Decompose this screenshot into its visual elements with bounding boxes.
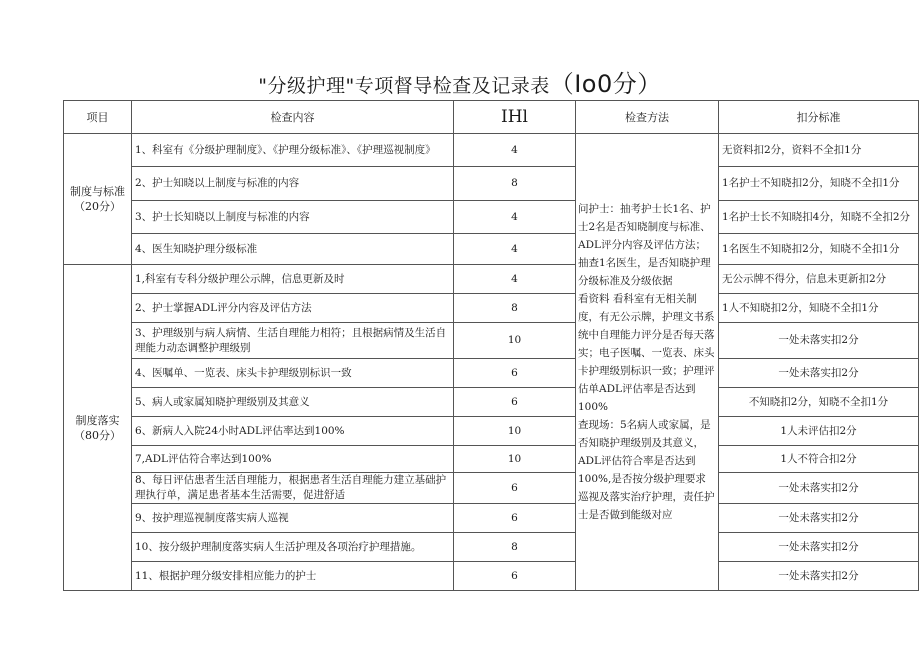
group-label: 制度与标准（20分）: [64, 134, 132, 265]
content-cell: 11、根据护理分级安排相应能力的护士: [132, 562, 454, 591]
score-cell: 10: [454, 417, 576, 446]
table-row: [64, 265, 919, 294]
content-cell: 9、按护理巡视制度落实病人巡视: [132, 504, 454, 533]
table-row: [64, 294, 919, 323]
table-row: [64, 323, 919, 359]
score-cell: 8: [454, 167, 576, 201]
content-cell: 4、医嘱单、一览表、床头卡护理级别标识一致: [132, 359, 454, 388]
content-cell: 1,科室有专科分级护理公示牌，信息更新及时: [132, 265, 454, 294]
content-cell: 1、科室有《分级护理制度》、《护理分级标准》、《护理巡视制度》: [132, 134, 454, 167]
header-project: 项目: [64, 101, 132, 134]
deduct-cell: 1名医生不知晓扣2分，知晓不全扣1分: [719, 234, 919, 265]
deduct-cell: 无资料扣2分，资料不全扣1分: [719, 134, 919, 167]
deduct-cell: 1人不知晓扣2分，知晓不全扣1分: [719, 294, 919, 323]
score-cell: 10: [454, 446, 576, 473]
deduct-cell: 1名护士不知晓扣2分，知晓不全扣1分: [719, 167, 919, 201]
deduct-cell: 一处未落实扣2分: [719, 562, 919, 591]
table-row: [64, 504, 919, 533]
deduct-cell: 一处未落实扣2分: [719, 473, 919, 504]
score-cell: 6: [454, 562, 576, 591]
deduct-cell: 一处未落实扣2分: [719, 359, 919, 388]
content-cell: 7,ADL评估符合率达到100%: [132, 446, 454, 473]
header-deduct: 扣分标准: [719, 101, 919, 134]
deduct-cell: 一处未落实扣2分: [719, 533, 919, 562]
table-row: [64, 473, 919, 504]
content-cell: 10、按分级护理制度落实病人生活护理及各项治疗护理措施。: [132, 533, 454, 562]
table-row: [64, 201, 919, 234]
table-row: [64, 533, 919, 562]
deduct-cell: 无公示牌不得分，信息未更新扣2分: [719, 265, 919, 294]
table-row: [64, 359, 919, 388]
content-cell: 2、护士掌握ADL评分内容及评估方法: [132, 294, 454, 323]
deduct-cell: 1名护士长不知晓扣4分，知晓不全扣2分: [719, 201, 919, 234]
header-score: IHl: [454, 101, 576, 134]
score-cell: 4: [454, 265, 576, 294]
content-cell: 5、病人或家属知晓护理级别及其意义: [132, 388, 454, 417]
table-row: [64, 134, 919, 167]
method-cell: 问护士：抽考护士长1名、护士2名是否知晓制度与标准、ADL评分内容及评估方法；抽查1名医生，是否知晓护理分级标准及分级依据 看资料 看科室有无相关制度，有无公示牌，护理文书系统中自理能力评分是否每天落实；电子医嘱、一览表、床头卡护理级别标识一致；护理评估单ADL评估率是否达到100% 查现场：5名病人或家属，是否知晓护理级别及其意义，ADL评估符合率是否达到100%,是否按分级护理要求巡视及落实治疗护理，责任护士是否做到能级对应: [576, 134, 719, 591]
score-cell: 8: [454, 533, 576, 562]
score-cell: 4: [454, 134, 576, 167]
table-row: [64, 562, 919, 591]
score-cell: 4: [454, 234, 576, 265]
deduct-cell: 1人不符合扣2分: [719, 446, 919, 473]
content-cell: 4、医生知晓护理分级标准: [132, 234, 454, 265]
group-label: 制度落实（80分）: [64, 265, 132, 591]
deduct-cell: 一处未落实扣2分: [719, 504, 919, 533]
table-row: [64, 417, 919, 446]
page-title: [0, 64, 920, 99]
content-cell: 2、护士知晓以上制度与标准的内容: [132, 167, 454, 201]
score-cell: 6: [454, 388, 576, 417]
deduct-cell: 一处未落实扣2分: [719, 323, 919, 359]
header-row: [64, 101, 919, 134]
content-cell: 3、护理级别与病人病情、生活自理能力相符；且根据病情及生活自理能力动态调整护理级别: [132, 323, 454, 359]
title-score: （Io0分）: [549, 70, 662, 98]
score-cell: 6: [454, 359, 576, 388]
score-cell: 8: [454, 294, 576, 323]
inspection-table: [63, 100, 919, 591]
deduct-cell: 1人未评估扣2分: [719, 417, 919, 446]
deduct-cell: 不知晓扣2分，知晓不全扣1分: [719, 388, 919, 417]
content-cell: 8、每日评估患者生活自理能力，根据患者生活自理能力建立基础护理执行单，满足患者基本生活需要，促进舒适: [132, 473, 454, 504]
score-cell: 10: [454, 323, 576, 359]
table-row: [64, 167, 919, 201]
table-row: [64, 388, 919, 417]
content-cell: 3、护士长知晓以上制度与标准的内容: [132, 201, 454, 234]
score-cell: 6: [454, 504, 576, 533]
table-row: [64, 234, 919, 265]
title-main: "分级护理"专项督导检查及记录表: [258, 75, 550, 97]
table-row: [64, 446, 919, 473]
header-method: 检查方法: [576, 101, 719, 134]
score-cell: 6: [454, 473, 576, 504]
content-cell: 6、新病人入院24小时ADL评估率达到100%: [132, 417, 454, 446]
score-cell: 4: [454, 201, 576, 234]
header-content: 检查内容: [132, 101, 454, 134]
